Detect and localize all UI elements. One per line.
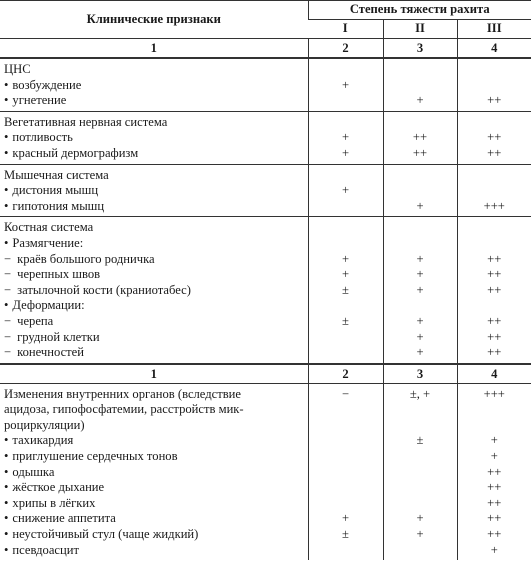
severity-mark: + bbox=[416, 251, 424, 266]
severity-mark bbox=[458, 298, 531, 314]
marks-degree-3 bbox=[457, 111, 531, 164]
sign-label: − краёв большого родничка bbox=[4, 252, 308, 268]
marks-degree-2 bbox=[383, 217, 457, 364]
marks-degree-2 bbox=[383, 383, 457, 560]
section-title-mark: ±, + bbox=[409, 386, 431, 401]
severity-mark bbox=[384, 298, 457, 314]
sign-label: • хрипы в лёгких bbox=[4, 496, 308, 512]
severity-mark: ++ bbox=[412, 145, 428, 160]
sign-label: − конечностей bbox=[4, 345, 308, 361]
sign-label: • Деформации: bbox=[4, 298, 308, 314]
spacer bbox=[309, 168, 383, 184]
severity-mark: ± bbox=[342, 313, 349, 328]
column-number-1-repeat: 1 bbox=[0, 364, 308, 384]
severity-mark: ++ bbox=[487, 511, 502, 526]
column-number-row bbox=[0, 39, 531, 59]
severity-mark: ++ bbox=[487, 495, 502, 510]
severity-mark bbox=[384, 236, 457, 252]
marks-degree-3 bbox=[457, 58, 531, 111]
sign-label: • одышка bbox=[4, 465, 308, 481]
sign-label: − затылочной кости (краниотабес) bbox=[4, 283, 308, 299]
sign-label: • жёсткое дыхание bbox=[4, 480, 308, 496]
severity-mark: ++ bbox=[487, 145, 502, 160]
severity-mark: + bbox=[341, 130, 350, 145]
sign-label: − черепных швов bbox=[4, 267, 308, 283]
spacer bbox=[384, 115, 457, 131]
spacer bbox=[309, 220, 383, 236]
header-degree-2: II bbox=[383, 20, 457, 39]
spacer bbox=[309, 115, 383, 131]
severity-mark bbox=[384, 496, 457, 512]
severity-mark bbox=[309, 496, 383, 512]
sign-label: • угнетение bbox=[4, 93, 308, 109]
severity-mark bbox=[309, 480, 383, 496]
severity-mark bbox=[458, 236, 531, 252]
section-row bbox=[0, 111, 531, 164]
severity-mark bbox=[458, 183, 531, 199]
severity-mark: ± bbox=[342, 527, 349, 542]
severity-mark bbox=[309, 345, 383, 361]
section-row bbox=[0, 164, 531, 217]
sign-label: • тахикардия bbox=[4, 433, 308, 449]
marks-degree-1 bbox=[308, 111, 383, 164]
severity-mark bbox=[309, 543, 383, 559]
header-degree-1: I bbox=[308, 20, 383, 39]
marks-degree-3 bbox=[457, 164, 531, 217]
severity-mark bbox=[384, 465, 457, 481]
section-title: ЦНС bbox=[4, 62, 31, 76]
spacer bbox=[384, 220, 457, 236]
marks-degree-2 bbox=[383, 111, 457, 164]
section-label-cell bbox=[0, 164, 308, 217]
spacer bbox=[458, 220, 531, 236]
column-number-4: 4 bbox=[457, 39, 531, 59]
severity-mark: + bbox=[490, 449, 498, 464]
severity-mark bbox=[384, 480, 457, 496]
section-row bbox=[0, 217, 531, 364]
severity-mark: + bbox=[341, 511, 350, 526]
sign-label: • снижение аппетита bbox=[4, 511, 308, 527]
sign-label: • гипотония мышц bbox=[4, 199, 308, 215]
severity-mark: + bbox=[416, 527, 424, 542]
marks-degree-2 bbox=[383, 58, 457, 111]
severity-mark bbox=[384, 449, 457, 465]
marks-degree-1 bbox=[308, 58, 383, 111]
severity-mark: ± bbox=[416, 433, 424, 448]
severity-mark: + bbox=[490, 542, 498, 557]
marks-degree-1 bbox=[308, 383, 383, 560]
severity-mark: + bbox=[490, 433, 498, 448]
spacer bbox=[384, 62, 457, 78]
section-row bbox=[0, 58, 531, 111]
severity-mark bbox=[309, 465, 383, 481]
severity-mark bbox=[309, 298, 383, 314]
severity-mark bbox=[309, 449, 383, 465]
severity-mark: ++ bbox=[487, 480, 502, 495]
section-title: Вегетативная нервная система bbox=[4, 114, 168, 129]
section-label-cell bbox=[0, 111, 308, 164]
severity-mark: ± bbox=[342, 282, 349, 297]
severity-mark: ++ bbox=[487, 130, 502, 145]
column-number-4-repeat: 4 bbox=[457, 364, 531, 384]
spacer bbox=[458, 115, 531, 131]
sign-label: • возбуждение bbox=[4, 78, 308, 94]
section-label-cell bbox=[0, 58, 308, 111]
severity-mark: + bbox=[341, 145, 350, 160]
column-number-2-repeat: 2 bbox=[308, 364, 383, 384]
severity-mark: + bbox=[416, 313, 424, 328]
sign-label: − грудной клетки bbox=[4, 330, 308, 346]
column-number-3: 3 bbox=[383, 39, 457, 59]
severity-mark bbox=[384, 183, 457, 199]
severity-mark: + bbox=[416, 282, 424, 297]
severity-mark: + bbox=[416, 345, 424, 360]
severity-mark: ++ bbox=[487, 93, 502, 108]
spacer bbox=[309, 62, 383, 78]
spacer bbox=[384, 168, 457, 184]
section-title: Мышечная система bbox=[4, 167, 109, 182]
header-degree-3: III bbox=[457, 20, 531, 39]
severity-mark: ++ bbox=[487, 464, 502, 479]
sign-label: • приглушение сердечных тонов bbox=[4, 449, 308, 465]
sign-label: • красный дермографизм bbox=[4, 146, 308, 162]
severity-mark bbox=[309, 330, 383, 346]
severity-mark: ++ bbox=[487, 267, 502, 282]
spacer bbox=[458, 168, 531, 184]
severity-mark bbox=[384, 543, 457, 559]
marks-degree-1 bbox=[308, 217, 383, 364]
section-title-mark: +++ bbox=[483, 386, 505, 401]
sign-label: • потливость bbox=[4, 130, 308, 146]
severity-mark: + bbox=[341, 267, 350, 282]
severity-mark: + bbox=[416, 329, 424, 344]
sign-label: • дистония мышц bbox=[4, 183, 308, 199]
sign-label: • неустойчивый стул (чаще жидкий) bbox=[4, 527, 308, 543]
sign-label: • псевдоасцит bbox=[4, 543, 308, 559]
severity-mark bbox=[458, 78, 531, 94]
severity-mark bbox=[309, 433, 383, 449]
severity-mark: ++ bbox=[487, 329, 502, 344]
severity-mark: + bbox=[416, 93, 424, 108]
header-clinical-signs: Клинические признаки bbox=[0, 1, 308, 39]
severity-mark: ++ bbox=[412, 130, 428, 145]
marks-degree-1 bbox=[308, 164, 383, 217]
section-internal-organs bbox=[0, 383, 531, 560]
section-label-cell bbox=[0, 217, 308, 364]
marks-degree-2 bbox=[383, 164, 457, 217]
header-severity-group: Степень тяжести рахита bbox=[308, 1, 531, 20]
severity-mark: +++ bbox=[483, 198, 505, 213]
section-label-cell bbox=[0, 383, 308, 560]
severity-mark: + bbox=[341, 183, 350, 198]
sign-label: • Размягчение: bbox=[4, 236, 308, 252]
column-number-3-repeat: 3 bbox=[383, 364, 457, 384]
severity-mark bbox=[309, 199, 383, 215]
spacer bbox=[458, 62, 531, 78]
section-title-line: Изменения внутренних органов (вследствие bbox=[4, 386, 242, 401]
severity-mark: + bbox=[416, 267, 424, 282]
section-title-line: роциркуляции) bbox=[4, 417, 85, 432]
severity-mark: ++ bbox=[487, 313, 502, 328]
severity-mark: ++ bbox=[487, 282, 502, 297]
severity-mark: ++ bbox=[487, 251, 502, 266]
column-number-2: 2 bbox=[308, 39, 383, 59]
column-number-1: 1 bbox=[0, 39, 308, 59]
section-title-line: ацидоза, гипофосфатемии, расстройств мик- bbox=[4, 402, 244, 417]
severity-mark: + bbox=[341, 77, 350, 92]
column-number-row-repeat bbox=[0, 364, 531, 384]
sign-label: − черепа bbox=[4, 314, 308, 330]
section-title-mark: − bbox=[341, 386, 350, 401]
marks-degree-3 bbox=[457, 383, 531, 560]
marks-degree-3 bbox=[457, 217, 531, 364]
severity-mark: + bbox=[416, 511, 424, 526]
severity-mark bbox=[309, 236, 383, 252]
severity-mark bbox=[309, 93, 383, 109]
severity-mark: + bbox=[341, 251, 350, 266]
section-title: Костная система bbox=[4, 220, 94, 235]
severity-mark bbox=[384, 78, 457, 94]
severity-mark: ++ bbox=[487, 345, 502, 360]
severity-mark: + bbox=[416, 198, 424, 213]
severity-mark: ++ bbox=[487, 527, 502, 542]
